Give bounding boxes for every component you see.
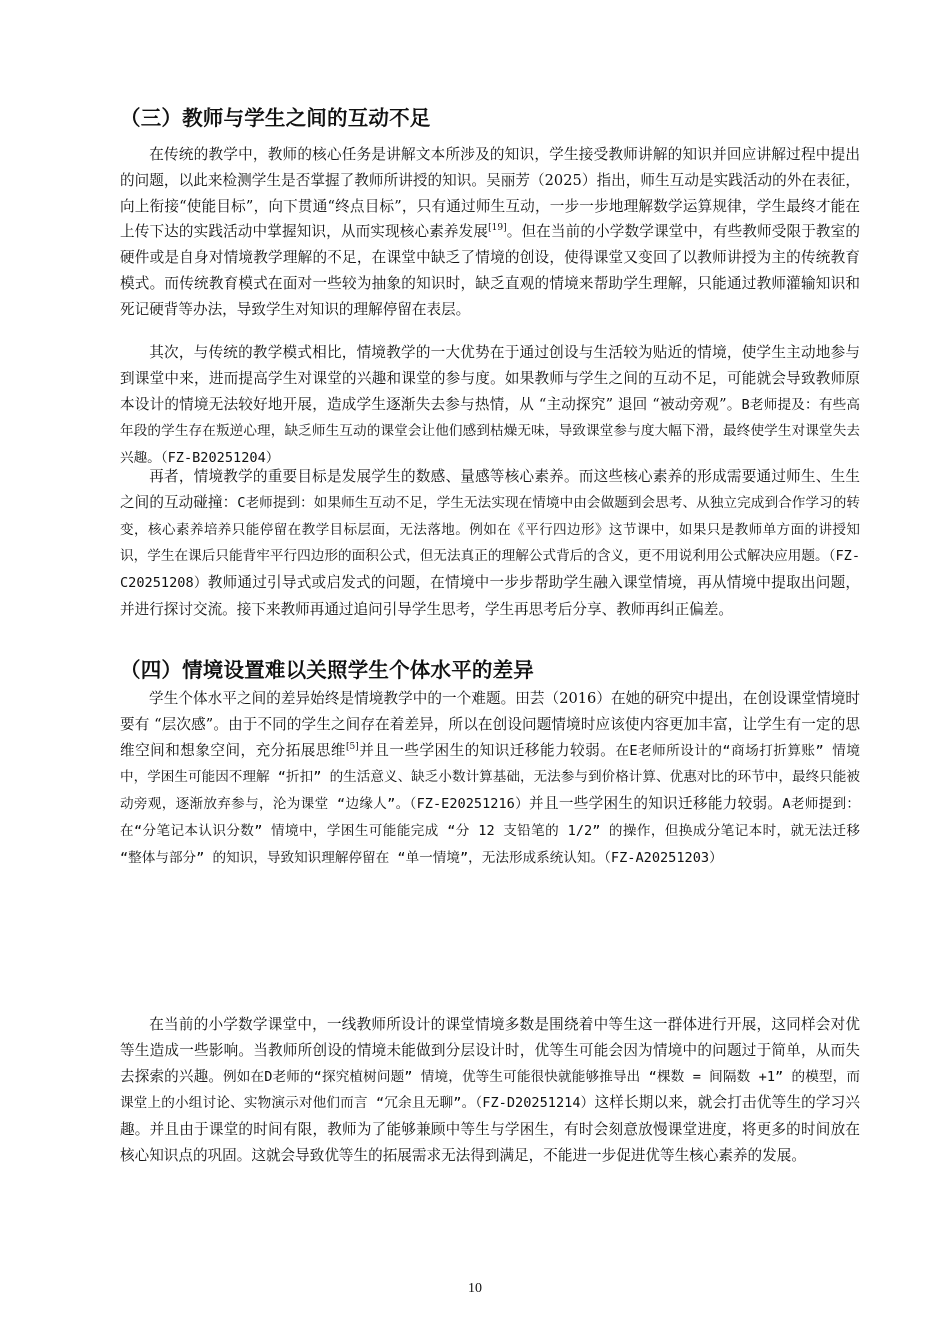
paragraph-4 [120, 686, 860, 872]
citation-ref-19: [19] [488, 223, 507, 234]
section-heading-3: （三）教师与学生之间的互动不足 [120, 106, 431, 130]
paragraph-5 [120, 1012, 860, 1169]
paragraph-1 [120, 142, 860, 323]
paragraph-4-text-a: 学生个体水平之间的差异始终是情境教学中的一个难题。田芸（2016）在她的研究中提出，在创设课堂情境时要有 “层次感”。由于不同的学生之间存在着差异，所以在创设问题情境时应该使内容更加丰富，让学生有一定的思维空间和想象空间，充分拓展思维 [120, 690, 860, 759]
paragraph-4-text-d: 并且一些学困生的知识迁移能力较弱。 [529, 795, 783, 813]
interview-quote-a: A老师提到：在“分笔记本认识分数” 情境中，学困生可能能完成 “分 12 支铅笔的 1/2” 的操作，但换成分笔记本时，就无法迁移 “整体与部分” 的知识，导致知识理解停留在 “单一情境”，无法形成系统认知。（FZ-A20251203） [120, 796, 861, 866]
section-heading-4: （四）情境设置难以关照学生个体水平的差异 [120, 658, 534, 682]
paragraph-1-text-b: 。但在当前的小学数学课堂中，有些教师受限于教室的硬件或是自身对情境教学理解的不足，在课堂中缺乏了情境的创设，使得课堂又变回了以教师讲授为主的传统教育模式。而传统教育模式在面对一些较为抽象的知识时，缺乏直观的情境来帮助学生理解，只能通过教师灌输知识和死记硬背等办法，导致学生对知识的理解停留在表层。 [120, 223, 860, 318]
paragraph-4-text-b: 并且一些学困生的知识迁移能力较弱。 [358, 741, 616, 759]
paragraph-3-text-a: 再者，情境教学的重要目标是发展学生的数感、量感等核心素养。而这些核心素养的形成需要通过师生、生生之间的互动碰撞： [120, 468, 860, 511]
paragraph-3-text-b: 教师通过引导式或启发式的问题，在情境中一步步帮助学生融入课堂情境，再从情境中提取出问题，并进行探讨交流。接下来教师再通过追问引导学生思考，学生再思考后分享、教师再纠正偏差。 [120, 574, 860, 618]
interview-quote-e: 在E老师所设计的“商场打折算账” 情境中，学困生可能因不理解 “折扣” 的生活意义、缺乏小数计算基础，无法参与到价格计算、优惠对比的环节中，最终只能被动旁观，逐渐放弃参与，沦为课堂 “边缘人”。（FZ-E20251216） [120, 742, 860, 813]
paragraph-2-text: 其次，与传统的教学模式相比，情境教学的一大优势在于通过创设与生活较为贴近的情境，使学生主动地参与到课堂中来，进而提高学生对课堂的兴趣和课堂的参与度。如果教师与学生之间的互动不足，可能就会导致教师原本设计的情境无法较好地开展，造成学生逐渐失去参与热情，从 “主动探究” 退回 “被动旁观”。 [120, 344, 860, 413]
interview-quote-c: C老师提到：如果师生互动不足，学生无法实现在情境中由会做题到会思考、从独立完成到合作学习的转变，核心素养培养只能停留在教学目标层面，无法落地。例如在《平行四边形》这节课中，如果只是教师单方面的讲授知识，学生在课后只能背牢平行四边形的面积公式，但无法真正的理解公式背后的含义，更不用说利用公式解决应用题。（FZ-C20251208） [120, 494, 860, 592]
interview-quote-d: 例如在D老师的“探究植树问题” 情境，优等生可能很快就能够推导出 “棵数 = 间隔数 +1” 的模型，而课堂上的小组讨论、实物演示对他们而言 “冗余且无聊”。（FZ-D20251214） [120, 1068, 860, 1112]
citation-ref-5: [5] [345, 741, 359, 752]
paragraph-3 [120, 464, 860, 623]
page-number: 10 [468, 1281, 482, 1296]
paragraph-5-text-b: 这样长期以来，就会打击优等生的学习兴趣。并且由于课堂的时间有限，教师为了能够兼顾中等生与学困生，有时会刻意放慢课堂进度，将更多的时间放在核心知识点的巩固。这就会导致优等生的拓展需求无法得到满足，不能进一步促进优等生核心素养的发展。 [120, 1094, 860, 1164]
interview-quote-b: B老师提及：有些高年段的学生存在叛逆心理，缺乏师生互动的课堂会让他们感到枯燥无味，导致课堂参与度大幅下滑，最终使学生对课堂失去兴趣。（FZ-B20251204） [120, 396, 860, 467]
paragraph-1-text-a: 在传统的教学中，教师的核心任务是讲解文本所涉及的知识，学生接受教师讲解的知识并回应讲解过程中提出的问题，以此来检测学生是否掌握了教师所讲授的知识。吴丽芳（2025）指出，师生互动是实践活动的外在表征，向上衔接“使能目标”，向下贯通“终点目标”，只有通过师生互动，一步一步地理解数学运算规律，学生最终才能在上传下达的实践活动中掌握知识，从而实现核心素养发展 [120, 146, 860, 241]
paragraph-2 [120, 340, 860, 472]
paragraph-5-text-a: 在当前的小学数学课堂中，一线教师所设计的课堂情境多数是围绕着中等生这一群体进行开展，这同样会对优等生造成一些影响。当教师所创设的情境未能做到分层设计时，优等生可能会因为情境中的问题过于简单，从而失去探索的兴趣。 [120, 1016, 860, 1085]
